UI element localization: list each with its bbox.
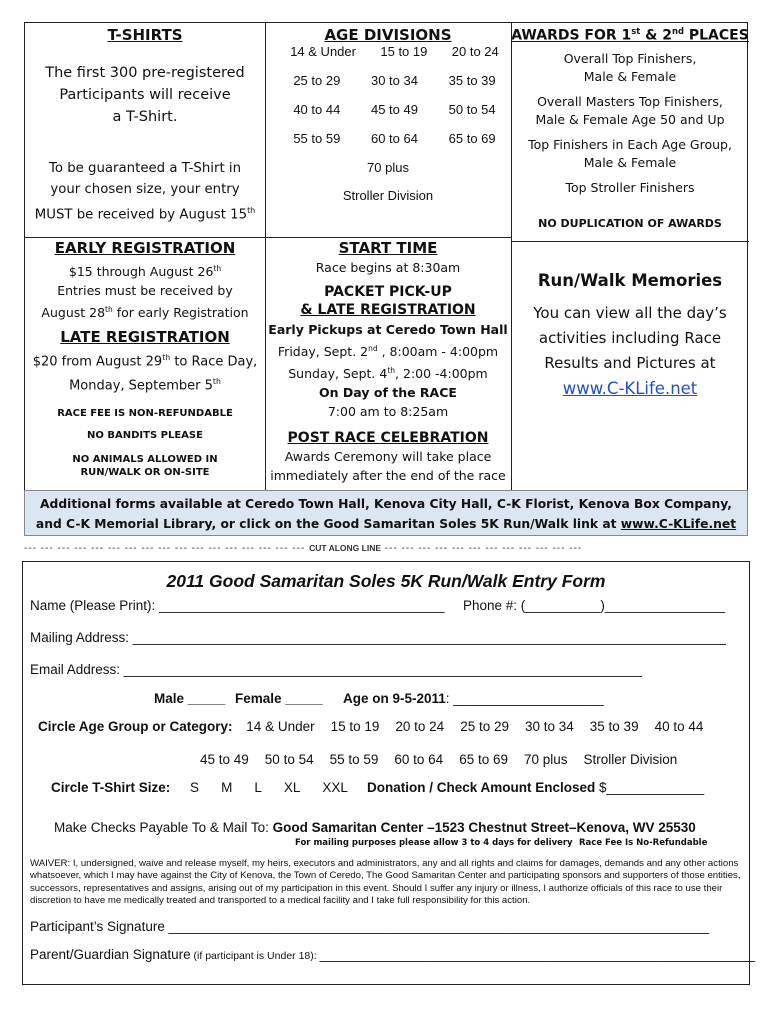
tshirts-line: The first 300 pre-registered [45,65,245,81]
age-field[interactable]: Age on 9-5-2011: ____________________ [343,691,604,706]
tshirt-size-option[interactable]: XXL [322,780,348,795]
age-division-row [278,44,511,73]
memories-heading: Run/Walk Memories [537,271,723,290]
website-link[interactable]: www.C-KLife.net [562,379,698,398]
tshirt-size-option[interactable]: L [254,780,262,795]
race-day-pickup: On Day of the RACE [319,385,457,401]
form-title: 2011 Good Samaritan Soles 5K Run/Walk Entry Form [166,571,606,591]
age-division-cell: 15 to 19 [380,44,428,59]
late-registration-heading: LATE REGISTRATION [60,328,230,347]
age-group-option[interactable]: 14 & Under [246,719,315,734]
awards-heading: AWARDS FOR 1st & 2nd PLACES [511,26,749,44]
age-division-cell: 35 to 39 [448,73,496,88]
age-division-cell: 20 to 24 [451,44,499,59]
age-group-option[interactable]: 70 plus [523,752,568,767]
guardian-signature-field[interactable]: Parent/Guardian Signature (if participant is Under 18): __________________________________________________________ [30,947,756,962]
no-animals-note: RUN/WALK OR ON-SITE [80,466,210,478]
participant-signature-field[interactable]: Participant’s Signature ________________________________________________________________________ [30,919,710,934]
post-race-heading: POST RACE CELEBRATION [287,430,489,447]
no-animals-note: NO ANIMALS ALLOWED IN [72,453,218,465]
mail-to-line [54,820,696,835]
fee-note: Race Fee Is No-Refundable [579,838,708,848]
age-division-cell: 14 & Under [290,44,356,59]
memories-section [511,271,749,398]
tshirt-size-option[interactable]: XL [283,780,301,795]
race-fee-note: RACE FEE IS NON-REFUNDABLE [57,407,233,419]
post-race-line: immediately after the end of the race [270,468,506,484]
age-group-option[interactable]: 55 to 59 [329,752,379,767]
tshirts-guarantee: To be guaranteed a T-Shirt in [48,161,242,176]
age-group-row [38,719,719,734]
award-item: Male & Female [583,154,677,170]
award-item: Overall Masters Top Finishers, [537,93,723,109]
age-division-cell: 60 to 64 [370,131,418,146]
pickup-friday: Friday, Sept. 2nd , 8:00am - 4:00pm [277,344,499,360]
no-duplication-note: NO DUPLICATION OF AWARDS [538,216,722,230]
memories-line: activities including Race [538,329,722,347]
age-division-row [278,131,511,160]
row-divider [25,237,511,238]
info-grid [24,22,748,490]
age-group-option[interactable]: 50 to 54 [264,752,314,767]
waiver-text: WAIVER: I, undersigned, waive and release myself, my heirs, executors and administrators, any and all rights and claims for damages, demands and any other actions whatsoever, which I may have against the City of Kenova, the Town of Ceredo, The Good Samaritan Center and participating sponsors and supporters of those entities, successors, representatives and assigns, arising out of my participation in this event. Should I suffer any injury or illness, I authorize officials of this race to use their discretion to have me medically treated and transported to a medical facility and I take full responsibility for this action. [30,858,741,906]
additional-forms-banner [24,490,748,536]
age-division-cell: 40 to 44 [293,102,341,117]
start-time-section [265,239,511,485]
female-field[interactable]: Female _____ [235,691,323,706]
age-group-option[interactable]: 20 to 24 [395,719,445,734]
early-registration-heading: EARLY REGISTRATION [54,239,236,257]
age-division-cell: 65 to 69 [448,131,496,146]
age-group-option[interactable]: 15 to 19 [330,719,380,734]
banner-link[interactable]: www.C-KLife.net [620,517,737,531]
memories-line: You can view all the day’s [533,304,727,322]
age-division-cell: 45 to 49 [370,102,418,117]
tshirt-size-option[interactable]: S [190,780,200,795]
mailing-address-field[interactable]: Mailing Address: _______________________________________________________________________________ [30,630,726,645]
circle-tshirt-label: Circle T-Shirt Size: [51,780,171,795]
email-field[interactable]: Email Address: _____________________________________________________________________ [30,662,642,677]
age-group-option[interactable]: 65 to 69 [459,752,508,767]
tshirt-size-row [51,780,370,795]
age-division-cell: 50 to 54 [448,102,496,117]
early-pickups: Early Pickups at Ceredo Town Hall [268,322,508,337]
age-division-cell: 25 to 29 [293,73,341,88]
age-group-option[interactable]: 60 to 64 [394,752,444,767]
late-price: $20 from August 29th to Race Day, [32,353,258,370]
early-price: $15 through August 26th [68,264,222,280]
checks-label: Make Checks Payable To & Mail To: [54,820,273,835]
mailing-note: For mailing purposes please allow 3 to 4 days for delivery [295,838,573,848]
age-group-option[interactable]: 40 to 44 [654,719,704,734]
late-deadline: Monday, September 5th [69,376,221,393]
tshirt-size-option[interactable]: M [221,780,233,795]
award-item: Male & Female [583,68,677,84]
age-divisions-table [278,44,511,160]
awards-section [511,26,749,230]
award-item: Male & Female Age 50 and Up [535,111,725,127]
tshirts-guarantee: your chosen size, your entry [50,182,240,197]
row-divider [511,241,749,242]
banner-line: and C-K Memorial Library, or click on the Good Samaritan Soles 5K Run/Walk link at www.C-KLife.net [35,517,737,531]
registration-section [25,239,265,479]
award-item: Overall Top Finishers, [563,50,697,66]
packet-pickup-heading: PACKET PICK-UP [324,284,452,300]
mailing-address: Good Samaritan Center –1523 Chestnut Street–Kenova, WV 25530 [272,820,696,835]
award-item: Top Stroller Finishers [565,179,695,195]
age-group-option[interactable]: Stroller Division [583,752,678,767]
award-item: Top Finishers in Each Age Group, [528,136,732,152]
age-divisions-heading: AGE DIVISIONS [324,26,452,44]
age-division-row [278,73,511,102]
start-time-heading: START TIME [338,239,438,257]
tshirts-line: a T-Shirt. [112,109,178,125]
age-group-option[interactable]: 30 to 34 [524,719,574,734]
age-70-plus: 70 plus [367,160,409,175]
tshirts-heading: T-SHIRTS [107,26,183,44]
stroller-division: Stroller Division [342,188,434,203]
early-entries: Entries must be received by [57,283,233,299]
tshirts-section [25,26,265,225]
race-day-time: 7:00 am to 8:25am [327,404,449,420]
age-group-row-2 [200,752,693,767]
post-race-line: Awards Ceremony will take place [284,449,492,465]
age-division-row [278,102,511,131]
pickup-sunday: Sunday, Sept. 4th, 2:00 -4:00pm [288,366,488,382]
age-division-cell: 55 to 59 [293,131,341,146]
race-start: Race begins at 8:30am [315,260,461,275]
circle-age-label: Circle Age Group or Category: [38,719,233,734]
memories-line: Results and Pictures at [544,354,716,372]
late-registration-subheading: & LATE REGISTRATION [300,302,476,318]
entry-form [22,561,756,985]
donation-field[interactable]: Donation / Check Amount Enclosed $_____________ [367,780,705,795]
cut-along-line-label: CUT ALONG LINE [309,543,382,553]
phone-field[interactable]: Phone #: (__________)________________ [463,598,725,613]
early-deadline: August 28th for early Registration [41,305,249,321]
name-field[interactable]: Name (Please Print): ______________________________________ [30,598,445,613]
age-group-option[interactable]: 25 to 29 [460,719,509,734]
cut-line: --- --- --- --- --- --- --- --- --- --- --- --- --- --- --- --- --- CUT ALONG LINE --- --- --- --- --- --- --- --- --- --- --- --- [24,543,583,554]
tshirts-deadline: MUST be received by August 15th [34,206,256,223]
age-group-option[interactable]: 35 to 39 [589,719,639,734]
male-field[interactable]: Male _____ [154,691,226,706]
no-bandits-note: NO BANDITS PLEASE [87,429,203,441]
tshirts-line: Participants will receive [59,87,231,103]
banner-line: Additional forms available at Ceredo Town Hall, Kenova City Hall, C-K Florist, Kenova Box Company, [40,497,732,511]
age-group-option[interactable]: 45 to 49 [200,752,249,767]
age-division-cell: 30 to 34 [370,73,418,88]
